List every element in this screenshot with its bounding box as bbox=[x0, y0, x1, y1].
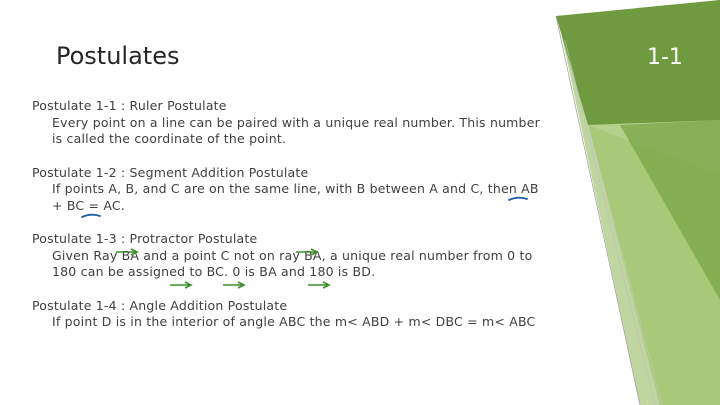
ray-mark-ba-1 bbox=[116, 249, 137, 255]
ray-mark-ba-3 bbox=[223, 282, 244, 288]
ray-mark-bc bbox=[170, 282, 191, 288]
postulate-1-1-heading: Postulate 1-1 : Ruler Postulate bbox=[32, 98, 227, 113]
postulate-1-3-heading: Postulate 1-3 : Protractor Postulate bbox=[32, 231, 258, 246]
postulate-1-2-body: If points A, B, and C are on the same line, with B between A and C, then AB + BC = AC. bbox=[52, 181, 539, 213]
slide-title: Postulates bbox=[56, 42, 180, 70]
postulate-1-3-body: Given Ray BA and a point C not on ray BA, a unique real number from 0 to 180 can be assigned to BC. 0 is BA and 180 is BD. bbox=[52, 247, 533, 279]
postulate-1-2-heading: Postulate 1-2 : Segment Addition Postulate bbox=[32, 164, 309, 180]
segment-mark-ac bbox=[82, 215, 100, 217]
ray-mark-ba-2 bbox=[296, 249, 317, 255]
postulate-1-1-body: Every point on a line can be paired with a unique real number. This number is called the coordinate of the point. bbox=[52, 114, 540, 146]
postulate-1-4-body: If point D is in the interior of angle ABC the m< ABD + m< DBC = m< ABC bbox=[52, 314, 536, 329]
slide-number: 1-1 bbox=[647, 45, 683, 70]
postulate-1-4-heading: Postulate 1-4 : Angle Addition Postulate bbox=[32, 297, 288, 313]
segment-mark-ab bbox=[509, 198, 527, 200]
ray-mark-bd bbox=[308, 282, 329, 288]
